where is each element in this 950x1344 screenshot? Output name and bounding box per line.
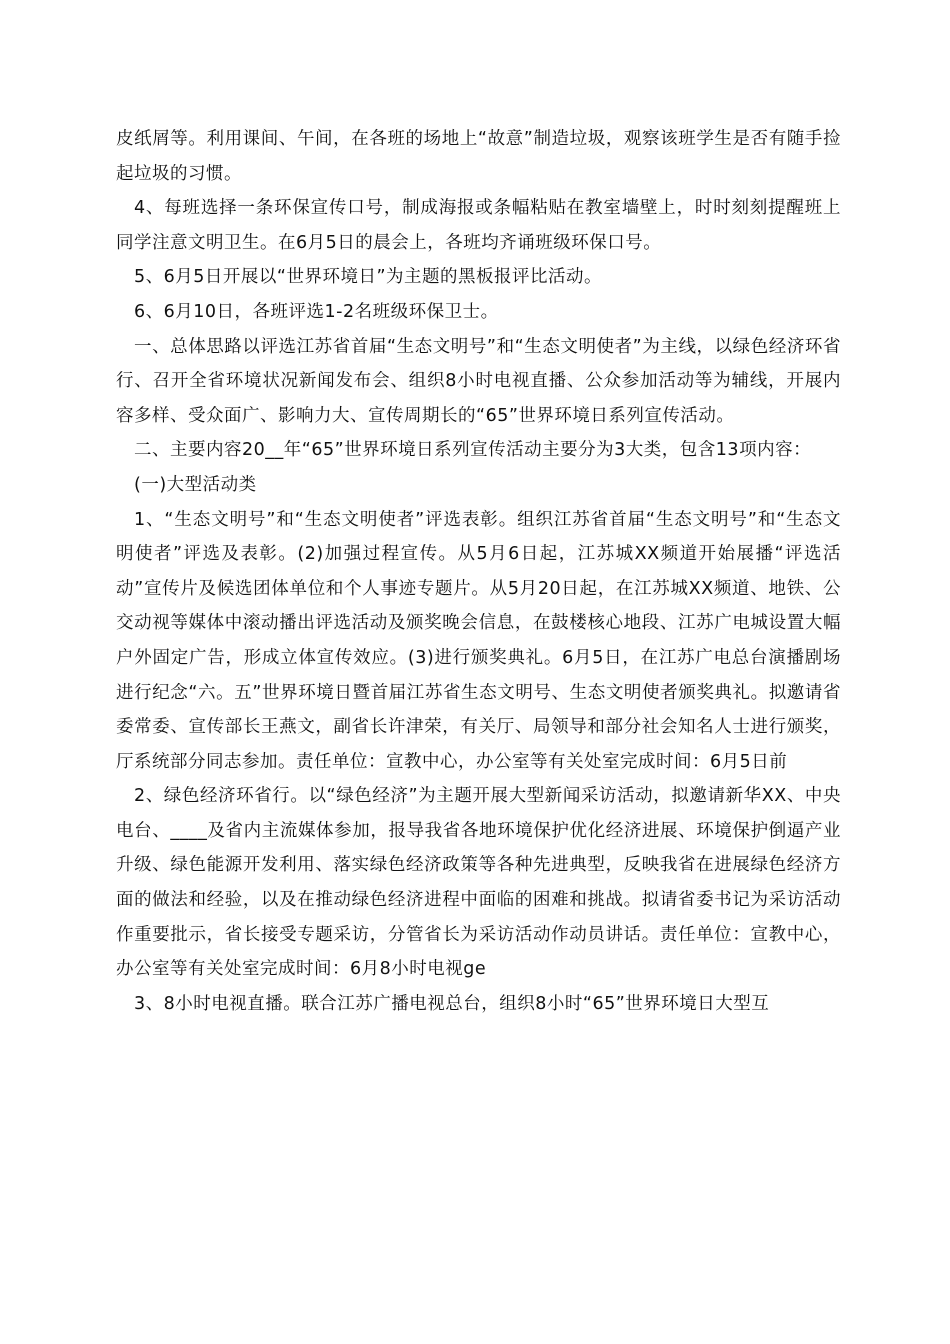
paragraph-item-6: 6、6月10日，各班评选1-2名班级环保卫士。 (134, 301, 499, 322)
paragraph-section-two: 二、主要内容20__年“65”世界环境日系列宣传活动主要分为3大类，包含13项内容： (134, 440, 812, 461)
paragraph-item-5: 5、6月5日开展以“世界环境日”为主题的黑板报评比活动。 (134, 267, 603, 288)
paragraph-activity-2: 2、绿色经济环省行。以“绿色经济”为主题开展大型新闻采访活动，拟邀请新华XX、中央电台、____及省内主流媒体参加，报导我省各地环境保护优化经济进展、环境保护倒逼产业升级、绿色能源开发利用、落实绿色经济政策等各种先进典型，反映我省在进展绿色经济方面的做法和经验，以及在推动绿色经济进程中面临的困难和挑战。拟请省委书记为采访活动作重要批示，省长接受专题采访，分管省长为采访活动作动员讲话。责任单位：宣教中心，办公室等有关处室完成时间：6月8小时电视ge (116, 786, 841, 980)
subsection-heading: (一)大型活动类 (134, 474, 257, 495)
paragraph-activity-1: 1、“生态文明号”和“生态文明使者”评选表彰。组织江苏省首届“生态文明号”和“生态文明使者”评选及表彰。(2)加强过程宣传。从5月6日起，江苏城XX频道开始展播“评选活动”宣传片及候选团体单位和个人事迹专题片。从5月20日起，在江苏城XX频道、地铁、公交动视等媒体中滚动播出评选活动及颁奖晚会信息，在鼓楼核心地段、江苏广电城设置大幅户外固定广告，形成立体宣传效应。(3)进行颁奖典礼。6月5日，在江苏广电总台演播剧场进行纪念“六。五”世界环境日暨首届江苏省生态文明号、生态文明使者颁奖典礼。拟邀请省委常委、宣传部长王燕文，副省长许津荣，有关厅、局领导和部分社会知名人士进行颁奖，厅系统部分同志参加。责任单位：宣教中心，办公室等有关处室完成时间：6月5日前 (116, 509, 841, 772)
document-body (116, 122, 841, 1021)
paragraph-activity-3: 3、8小时电视直播。联合江苏广播电视总台，组织8小时“65”世界环境日大型互 (134, 993, 770, 1014)
paragraph-item-4: 4、每班选择一条环保宣传口号，制成海报或条幅粘贴在教室墙壁上，时时刻刻提醒班上同学注意文明卫生。在6月5日的晨会上，各班均齐诵班级环保口号。 (116, 198, 841, 253)
paragraph-continuation: 皮纸屑等。利用课间、午间，在各班的场地上“故意”制造垃圾，观察该班学生是否有随手捡起垃圾的习惯。 (116, 129, 841, 184)
paragraph-section-one: 一、总体思路以评选江苏省首届“生态文明号”和“生态文明使者”为主线，以绿色经济环省行、召开全省环境状况新闻发布会、组织8小时电视直播、公众参加活动等为辅线，开展内容多样、受众面广、影响力大、宣传周期长的“65”世界环境日系列宣传活动。 (116, 336, 841, 426)
